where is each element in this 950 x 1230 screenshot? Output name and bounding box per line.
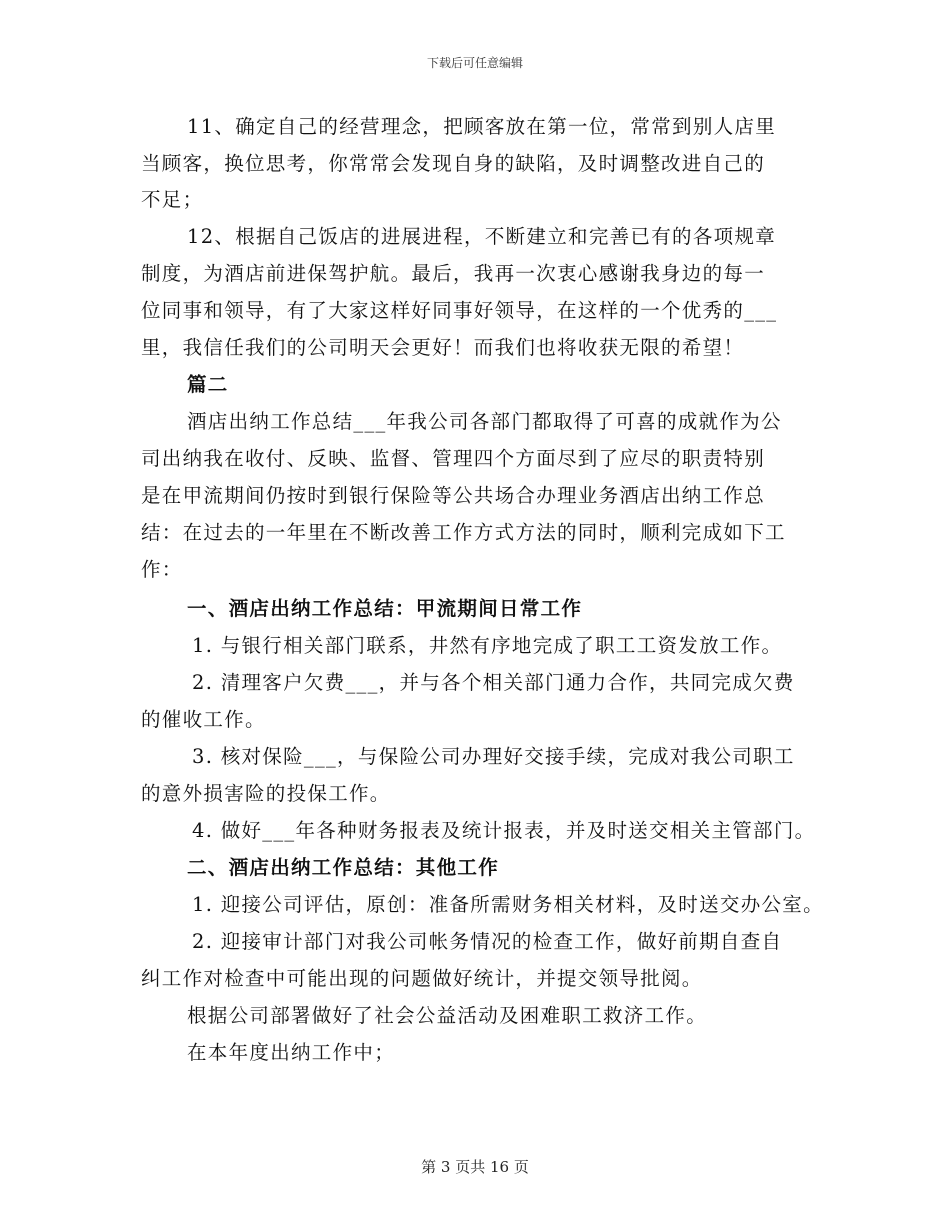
text-line: 位同事和领导，有了大家这样好同事好领导，在这样的一个优秀的___ <box>141 299 778 322</box>
list-item: 3. 核对保险___，与保险公司办理好交接手续，完成对我公司职工 <box>192 745 795 768</box>
list-item: 2. 清理客户欠费___，并与各个相关部门通力合作，共同完成欠费 <box>192 671 795 694</box>
text-line: 纠工作对检查中可能出现的问题做好统计，并提交领导批阅。 <box>141 967 703 990</box>
text-line: 当顾客，换位思考，你常常会发现自身的缺陷，及时调整改进自己的 <box>141 152 766 175</box>
text-line: 作： <box>141 558 183 581</box>
text-line: 11、确定自己的经营理念，把顾客放在第一位，常常到别人店里 <box>187 115 777 138</box>
page-footer: 第 3 页共 16 页 <box>421 1158 529 1176</box>
subsection-heading: 一、酒店出纳工作总结：甲流期间日常工作 <box>187 597 583 620</box>
text-line: 酒店出纳工作总结___年我公司各部门都取得了可喜的成就作为公 <box>187 410 782 433</box>
text-line: 12、根据自己饭店的进展进程，不断建立和完善已有的各项规章 <box>187 225 777 248</box>
text-line: 在本年度出纳工作中； <box>187 1041 396 1064</box>
page-header: 下载后可任意编辑 <box>426 56 523 70</box>
list-item: 4. 做好___年各种财务报表及统计报表，并及时送交相关主管部门。 <box>192 819 816 842</box>
text-line: 不足； <box>141 188 204 211</box>
text-line: 结：在过去的一年里在不断改善工作方式方法的同时，顺利完成如下工 <box>141 521 786 544</box>
list-item: 1. 迎接公司评估，原创：准备所需财务相关材料，及时送交办公室。 <box>192 893 824 916</box>
subsection-heading: 二、酒店出纳工作总结：其他工作 <box>187 856 500 879</box>
section-heading: 篇二 <box>187 373 229 396</box>
text-line: 的催收工作。 <box>141 708 266 731</box>
text-line: 的意外损害险的投保工作。 <box>141 782 391 805</box>
text-line: 制度，为酒店前进保驾护航。最后，我再一次衷心感谢我身边的每一 <box>141 262 766 285</box>
text-line: 司出纳我在收付、反映、监督、管理四个方面尽到了应尽的职责特别 <box>141 447 766 470</box>
text-line: 是在甲流期间仍按时到银行保险等公共场合办理业务酒店出纳工作总 <box>141 484 766 507</box>
list-item: 2. 迎接审计部门对我公司帐务情况的检查工作，做好前期自查自 <box>192 930 783 953</box>
text-line: 根据公司部署做好了社会公益活动及困难职工救济工作。 <box>187 1004 708 1027</box>
list-item: 1. 与银行相关部门联系，井然有序地完成了职工工资发放工作。 <box>192 634 783 657</box>
text-line: 里，我信任我们的公司明天会更好！而我们也将收获无限的希望！ <box>141 336 745 359</box>
